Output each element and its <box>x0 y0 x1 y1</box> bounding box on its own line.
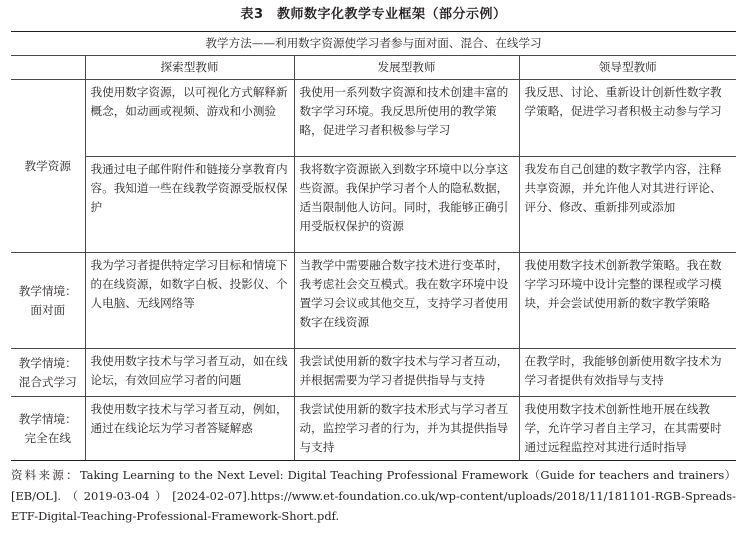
row-header-teaching-resources <box>11 80 85 253</box>
table-cell: 我使用一系列数字资源和技术创建丰富的数字学习环境。我反思所使用的教学策略，促进学习者积极参与学习 <box>294 80 519 157</box>
span-header-row <box>11 32 736 56</box>
table-cell: 在教学时，我能够创新使用数字技术为学习者提供有效指导与支持 <box>519 349 736 397</box>
table-cell: 我尝试使用新的数字技术与学习者互动，并根据需要为学习者提供指导与支持 <box>294 349 519 397</box>
table-cell: 我使用数字技术创新性地开展在线教学，允许学习者自主学习，在其需要时通过远程监控对其进行适时指导 <box>519 397 736 461</box>
table-cell: 当教学中需要融合数字技术进行变革时，我考虑社会交互模式。我在数字环境中设置学习会议或其他交互，支持学习者使用数字在线资源 <box>294 253 519 349</box>
table-cell: 我使用数字资源，以可视化方式解释新概念，如动画或视频、游戏和小测验 <box>85 80 294 157</box>
table-cell: 我将数字资源嵌入到数字环境中以分享这些资源。我保护学习者个人的隐私数据，适当限制他人访问。同时，我能够正确引用受版权保护的资源 <box>294 157 519 253</box>
corner-cell <box>11 56 85 80</box>
row-header-blended <box>11 349 85 397</box>
table-cell: 我使用数字技术创新教学策略。我在数字学习环境中设计完整的课程或学习模块，并会尝试使用新的数字教学策略 <box>519 253 736 349</box>
row-header-online <box>11 397 85 461</box>
table-cell: 我使用数字技术与学习者互动，如在线论坛，有效回应学习者的问题 <box>85 349 294 397</box>
row-header-line: 教学情境： <box>18 283 77 298</box>
row-header-face-to-face <box>11 253 85 349</box>
table-row <box>11 349 736 397</box>
source-note <box>11 465 736 527</box>
table-cell: 我反思、讨论、重新设计创新性数字教学策略，促进学习者积极主动参与学习 <box>519 80 736 157</box>
row-header-line: 教学资源 <box>24 158 71 173</box>
column-header-row <box>11 56 736 80</box>
row-header-line: 完全在线 <box>24 430 71 445</box>
framework-table <box>11 31 736 461</box>
table-row <box>11 157 736 253</box>
column-header-explorer: 探索型教师 <box>85 56 294 80</box>
table-cell: 我使用数字技术与学习者互动，例如，通过在线论坛为学习者答疑解惑 <box>85 397 294 461</box>
table-row <box>11 253 736 349</box>
row-header-line: 教学情境： <box>18 355 77 370</box>
column-header-leader: 领导型教师 <box>519 56 736 80</box>
table-row <box>11 397 736 461</box>
table-caption: 表3 教师数字化教学专业框架（部分示例） <box>240 7 507 22</box>
row-header-line: 面对面 <box>30 302 66 317</box>
span-header: 教学方法——利用数字资源使学习者参与面对面、混合、在线学习 <box>11 32 736 56</box>
source-citation: Taking Learning to the Next Level: Digital Teaching Professional Framework（Guide for teachers and trainers）[EB/OL].（2019-03-04）[2024-02-07].https://www.et-foundation.co.uk/wp-content/uploads/2018/11/181101-RGB-Spreads-ETF-Digital-Teaching-Professional-Framework-Short.pdf. <box>11 468 736 523</box>
table-row <box>11 80 736 157</box>
table-cell: 我为学习者提供特定学习目标和情境下的在线资源，如数字白板、投影仪、个人电脑、无线网络等 <box>85 253 294 349</box>
source-label: 资料来源： <box>11 468 80 482</box>
column-header-developer: 发展型教师 <box>294 56 519 80</box>
row-header-line: 教学情境： <box>18 411 77 426</box>
row-header-line: 混合式学习 <box>18 374 77 389</box>
table-cell: 我通过电子邮件附件和链接分享教育内容。我知道一些在线教学资源受版权保护 <box>85 157 294 253</box>
table-cell: 我发布自己创建的数字教学内容，注释共享资源，并允许他人对其进行评论、评分、修改、重新排列或添加 <box>519 157 736 253</box>
table-cell: 我尝试使用新的数字技术形式与学习者互动，监控学习者的行为，并为其提供指导与支持 <box>294 397 519 461</box>
